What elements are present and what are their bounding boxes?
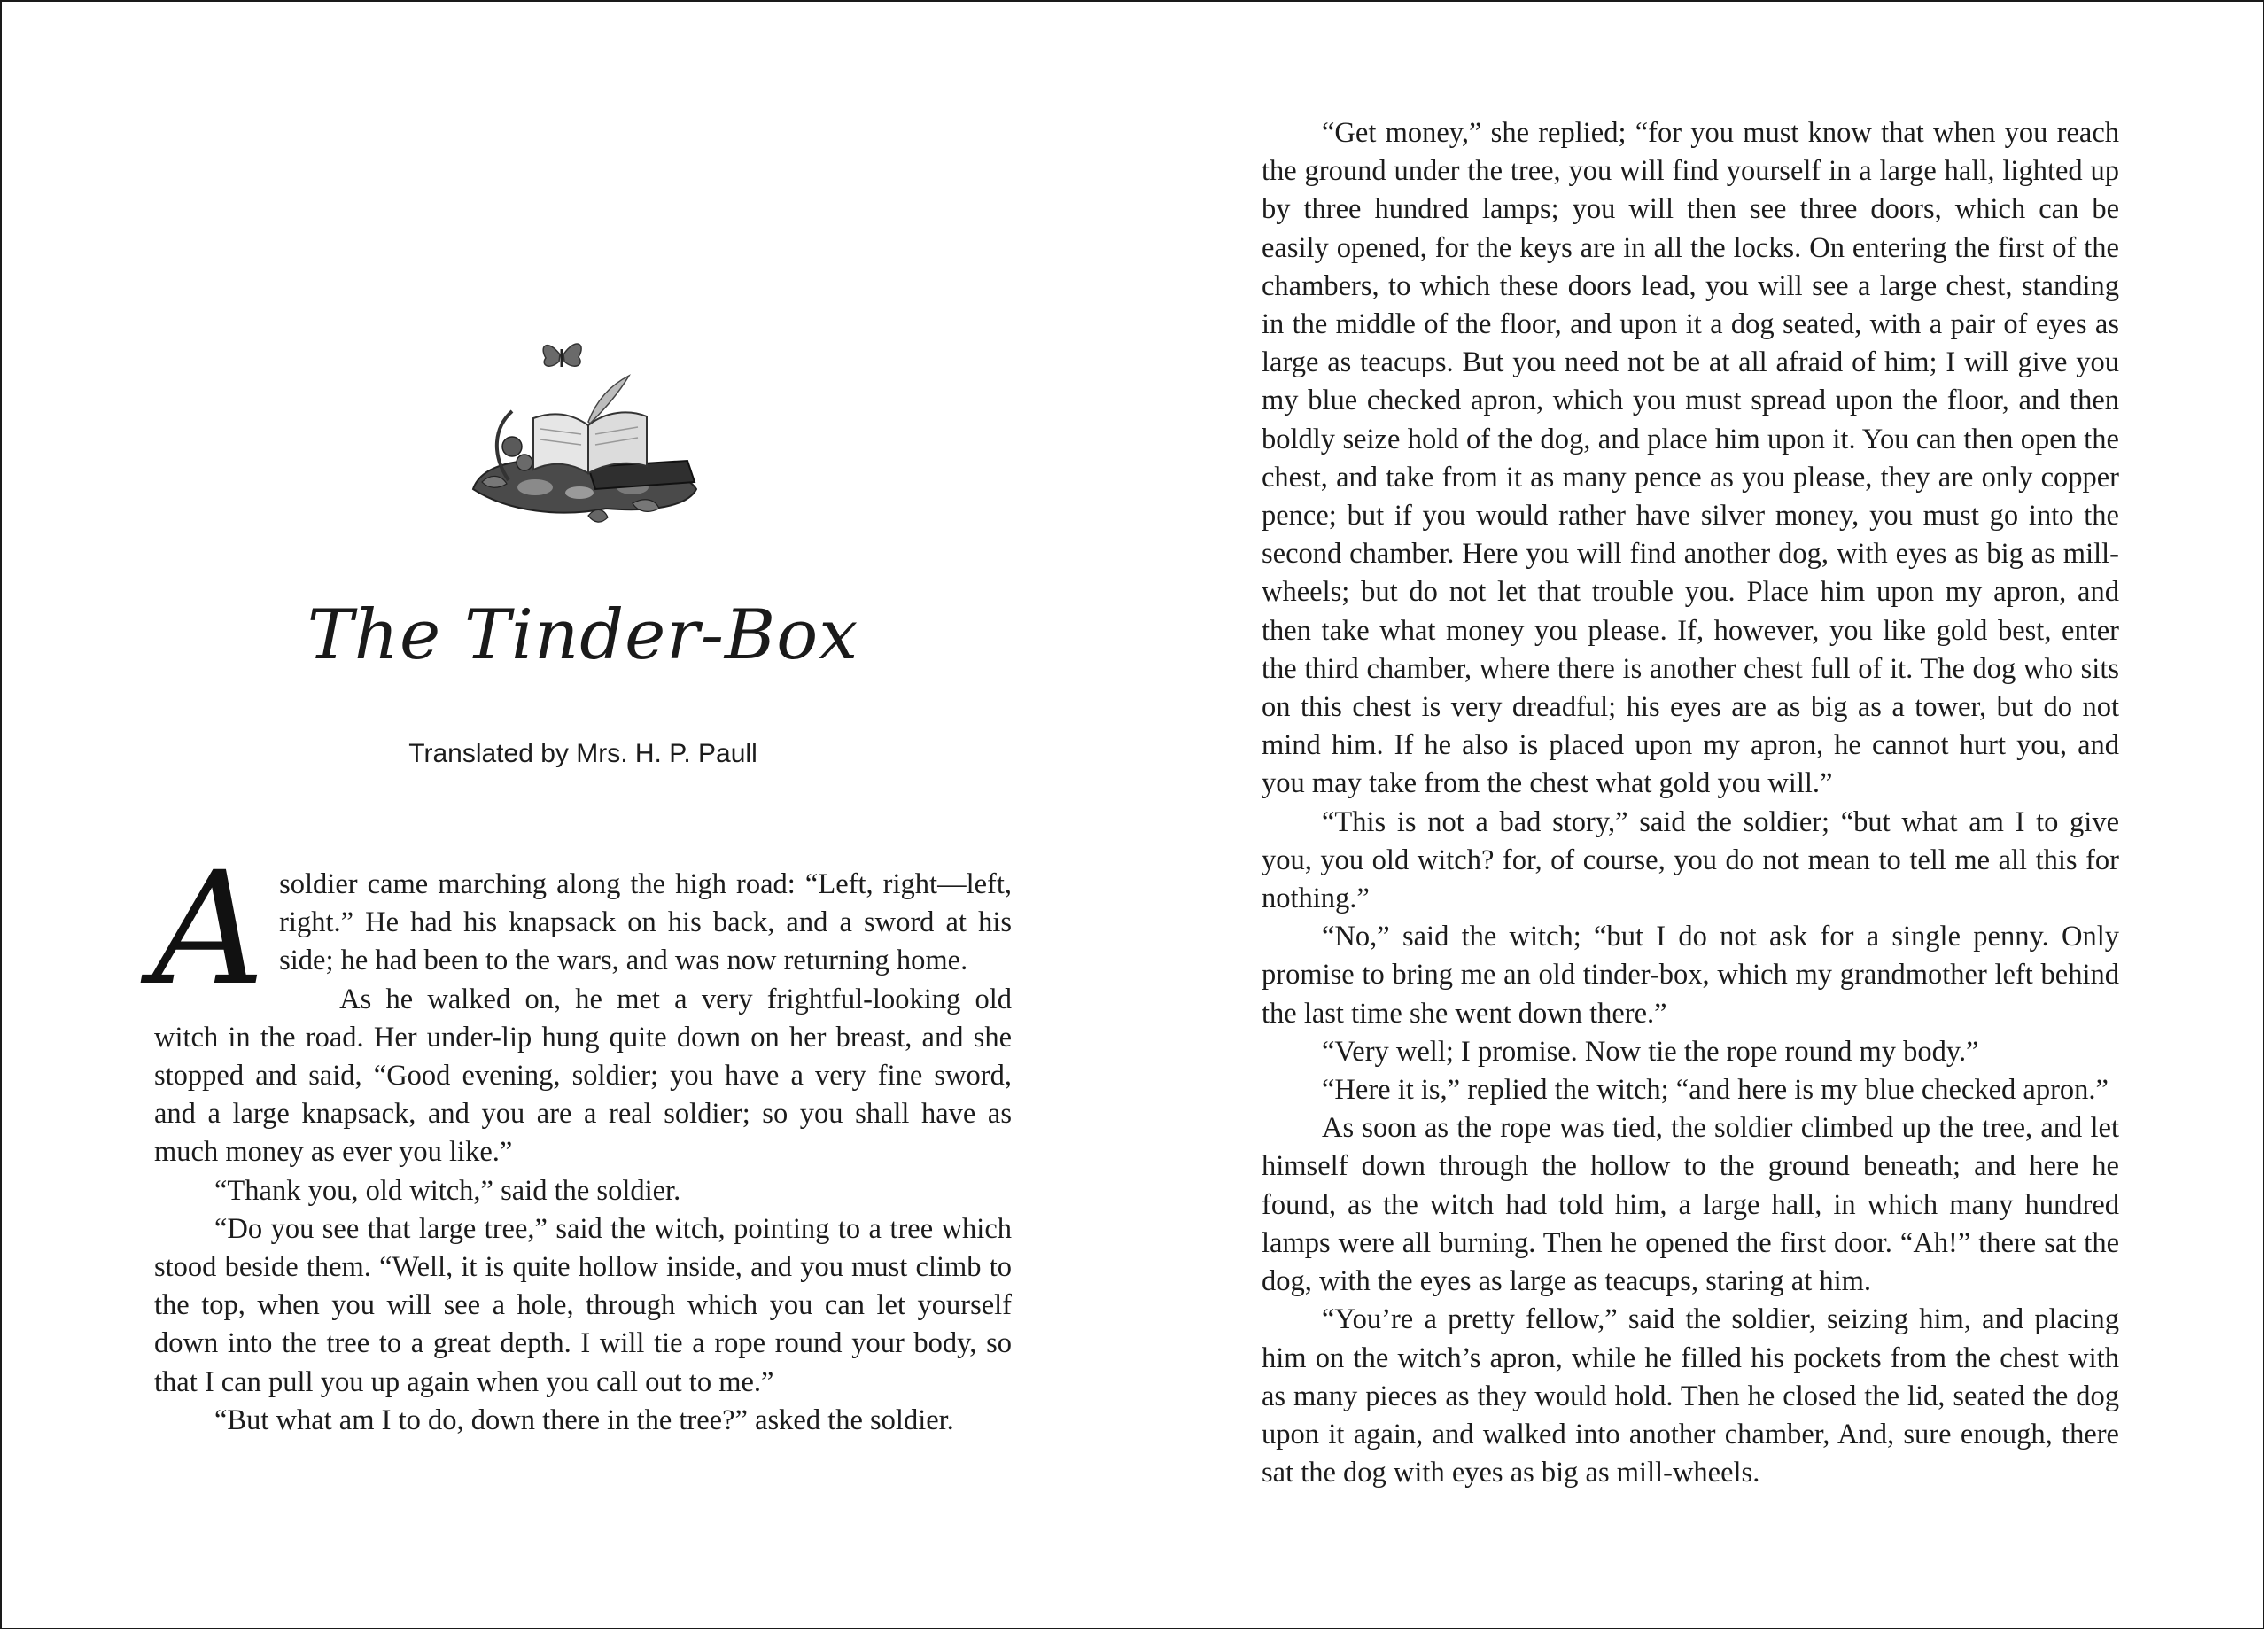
paragraph: “Get money,” she replied; “for you must know that when you reach the ground under the tree, you will find yourself in a large hall, lighted up by three hundred lamps; you will then see three doors, which can be easily opened, for the keys are in all the locks. On entering the first of the chambers, to which these doors lead, you will see a large chest, standing in the middle of the floor, and upon it a dog seated, with a pair of eyes as large as teacups. But you need not be at all afraid of him; I will give you my blue checked apron, which you must spread upon the floor, and then boldly seize hold of the dog, and place him upon it. You can then open the chest, and take from it as many pence as you please, they are only copper pence; but if you would rather have silver money, you must go into the second chamber. Here you will find another dog, with eyes as big as mill-wheels; but do not let that trouble you. Place him upon my apron, and then take what money you please. If, however, you like gold best, enter the third chamber, where there is another chest full of it. The dog who sits on this chest is very dreadful; his eyes are as big as a tower, but do not mind him. If he also is placed upon my apron, he cannot hurt you, and you may take from the chest what gold you will.”	[1262, 117, 2119, 800]
paragraph: As soon as the rope was tied, the soldier climbed up the tree, and let himself down through the hollow to the ground beneath; and here he found, as the witch had told him, a large hall, in which many hundred lamps were all burning. Then he opened the first door. “Ah!” there sat the dog, with the eyes as large as teacups, staring at him.	[1262, 1112, 2119, 1298]
paragraph: As he walked on, he met a very frightful-looking old witch in the road. Her under-lip hung quite down on her breast, and she stopped and said, “Good evening, soldier; you have a very fine sword, and a large knapsack, and you are a real soldier; so you shall have as much money as ever you like.”	[154, 983, 1012, 1169]
left-page-body	[152, 838, 1012, 1440]
butterfly-icon	[543, 344, 581, 367]
paragraph: “But what am I to do, down there in the tree?” asked the soldier.	[214, 1404, 954, 1436]
right-page-body	[1262, 114, 2119, 1492]
paragraph: “No,” said the witch; “but I do not ask for a single penny. Only promise to bring me an old tinder-box, which my grandmother left behind the last time she went down there.”	[1262, 921, 2119, 1030]
paragraph: “Here it is,” replied the witch; “and here is my blue checked apron.”	[1322, 1074, 2109, 1107]
paragraph: “Do you see that large tree,” said the witch, pointing to a tree which stood beside them. “Well, it is quite hollow inside, and you must climb to the top, when you will see a hole, through which you can let yourself down into the tree to a great depth. I will tie a rope round your body, so that I can pull you up again when you call out to me.”	[154, 1212, 1012, 1398]
paragraph: “You’re a pretty fellow,” said the soldier, seizing him, and placing him on the witch’s apron, while he filled his pockets from the chest with as many pieces as they would hold. Then he closed the lid, seated the dog upon it again, and walked into another chamber, And, sure enough, there sat the dog with eyes as big as mill-wheels.	[1262, 1303, 2119, 1489]
paragraph: “This is not a bad story,” said the soldier; “but what am I to give you, you old witch? for, of course, you do not mean to tell me all this for nothing.”	[1262, 805, 2119, 915]
paragraph-text: soldier came marching along the high road: “Left, right—left, right.” He had his knapsack on his back, and a sword at his side; he had been to the wars, and was now returning home.	[279, 868, 1012, 977]
paragraph	[152, 838, 1012, 1020]
book-butterfly-illustration	[455, 330, 712, 533]
paragraph: “Very well; I promise. Now tie the rope round my body.”	[1322, 1035, 1979, 1068]
translator-credit: Translated by Mrs. H. P. Paull	[408, 739, 757, 768]
story-title: The Tinder-Box	[307, 595, 859, 675]
paragraph: “Thank you, old witch,” said the soldier.	[214, 1174, 681, 1207]
drop-cap: A	[152, 838, 266, 1020]
